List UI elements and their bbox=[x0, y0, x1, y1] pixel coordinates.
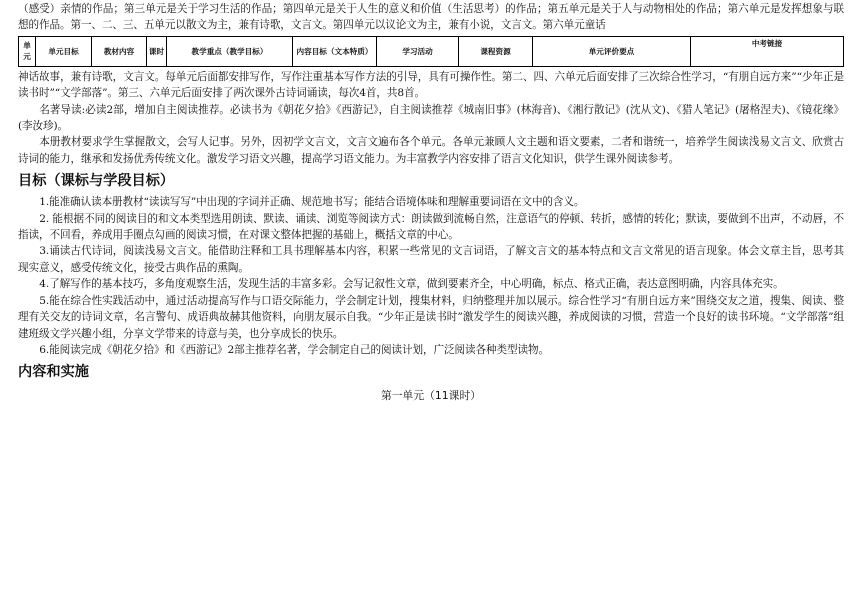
header-cell-content-goal: 内容目标（文本特质） bbox=[293, 36, 377, 66]
document-page bbox=[18, 0, 844, 403]
header-cell-materials: 教材内容 bbox=[92, 36, 147, 66]
goal-item: 6.能阅读完成《朝花夕拾》和《西游记》2部主推荐名著，学会制定自己的阅读计划，广泛阅读各种类型读物。 bbox=[39, 343, 549, 356]
content-heading: 内容和实施 bbox=[18, 364, 89, 381]
intro-text: （感受）亲情的作品；第三单元是关于学习生活的作品；第四单元是关于人生的意义和价值（生活思考）的作品；第五单元是关于人与动物相处的作品；第六单元是发挥想象与联想的作品。第一、二、三、五单元以散文为主，兼有诗歌，文言文。第四单元以议论文为主，兼有小说，文言文。第六单元童话 bbox=[18, 3, 844, 32]
goal-item: 2. 能根据不同的阅读目的和文本类型选用朗读、默读、诵读、浏览等阅读方式：朗读做到流畅自然，注意语气的停顿、转折，感情的转化；默读，要做到不出声，不动唇，不指读，不回看，养成用手圈点勾画的阅读习惯，在对课文整体把握的基础上，概括文章的中心。 bbox=[18, 212, 844, 242]
header-cell-hours: 课时 bbox=[147, 36, 167, 66]
classic-reading-text: 名著导读:必读2部，增加自主阅读推荐。必读书为《朝花夕拾》《西游记》，自主阅读推荐《城南旧事》(林海音)、《湘行散记》(沈从文)、《猎人笔记》(屠格涅夫)、《镜花缘》(李汝珍)。 bbox=[18, 103, 844, 133]
goal-item: 5.能在综合性实践活动中，通过活动提高写作与口语交际能力，学会制定计划，搜集材料，归纳整理并加以展示。综合性学习“有朋自远方来”围绕交友之道，搜集、阅读、整理有关交友的诗词文章，名言警句、成语典故赫其他资料，向朋友展示自我。“少年正是读书时”激发学生的阅读兴趣，养成阅读的习惯，营造一个良好的读书环境。“文学部落”组建班级文学兴趣小组，分享文学带来的诗意与美，也分享成长的快乐。 bbox=[18, 294, 844, 340]
header-cell-exam-link: 中考链接 bbox=[691, 36, 844, 66]
header-cell-teaching-focus: 教学重点（教学目标） bbox=[167, 36, 293, 66]
header-cell-unit: 单元 bbox=[19, 36, 36, 66]
header-cell-activities: 学习活动 bbox=[377, 36, 459, 66]
textbook-requirements-text: 本册教材要求学生掌握散文，会写人记事。另外，因初学文言文，文言文遍布各个单元。各单元兼顾人文主题和语文要素，二者和谐统一，培养学生阅读浅易文言文、欣赏古诗词的能力，继承和发扬优秀传统文化。激发学习语文兴趣，提高学习语文能力。为丰富教学内容安排了语言文化知识，供学生课外阅读参考。 bbox=[18, 136, 844, 165]
intro-continued-text: 神话故事，兼有诗歌，文言文。每单元后面都安排写作，写作注重基本写作方法的引导，具有可操作性。第二、四、六单元后面安排了三次综合性学习，“有朋自远方来”“少年正是读书时”“文学部落”。第三、六单元后面安排了两次课外古诗词诵读，每次4首，共8首。 bbox=[18, 70, 844, 100]
goal-item: 1.能准确认读本册教材“读读写写”中出现的字词并正确、规范地书写；能结合语境体味和理解重要词语在文中的含义。 bbox=[39, 196, 585, 209]
goal-item: 3.诵读古代诗词，阅读浅易文言文。能借助注释和工具书理解基本内容，积累一些常见的文言词语，了解文言文的基本特点和文言文常见的语言现象。体会文章主旨，思考其现实意义，感受传统文化，接受古典作品的熏陶。 bbox=[18, 245, 844, 274]
unit-title: 第一单元（11课时） bbox=[380, 389, 482, 403]
goals-heading: 目标（课标与学段目标） bbox=[18, 173, 175, 190]
plan-table-header bbox=[18, 36, 844, 67]
header-cell-unit-goal: 单元目标 bbox=[36, 36, 92, 66]
goal-item: 4.了解写作的基本技巧，多角度观察生活，发现生活的丰富多彩。会写记叙性文章，做到要素齐全，中心明确，标点、格式正确，表达意图明确，内容具体充实。 bbox=[39, 278, 784, 291]
header-cell-evaluation: 单元评价要点 bbox=[533, 36, 691, 66]
header-cell-resources: 课程资源 bbox=[459, 36, 533, 66]
